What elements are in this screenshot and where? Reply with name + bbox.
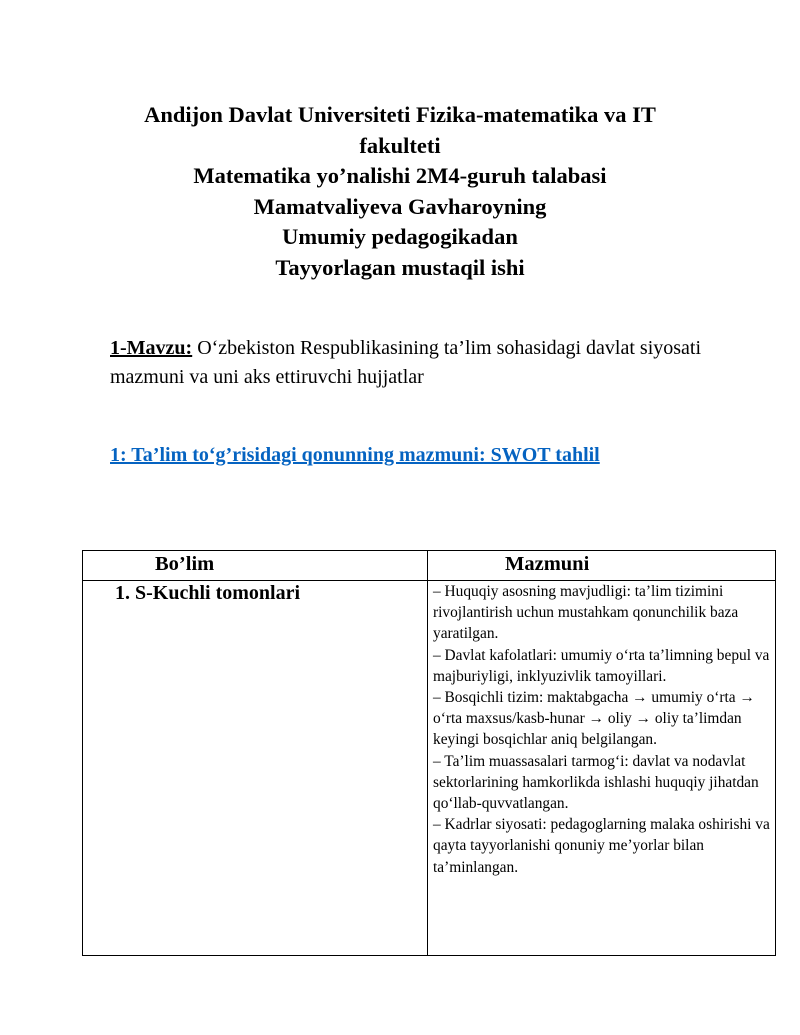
section-heading-link[interactable]: 1: Ta’lim to‘g’risidagi qonunning mazmuni: SWOT tahlil: [110, 444, 600, 466]
row-section-label: 1. S-Kuchli tomonlari: [83, 581, 428, 956]
title-line-faculty: fakulteti: [359, 132, 441, 158]
title-line-student-name: Mamatvaliyeva Gavharoyning: [253, 193, 547, 219]
topic-text: O‘zbekiston Respublikasining ta’lim sohasidagi davlat siyosati mazmuni va uni aks ettiruvchi hujjatlar: [110, 337, 702, 388]
column-header-content: Mazmuni: [428, 551, 776, 581]
title-line-subject: Umumiy pedagogikadan: [282, 224, 518, 249]
topic-label: 1-Mavzu:: [110, 337, 193, 359]
table-row: [83, 581, 776, 956]
content-paragraph: – Ta’lim muassasalari tarmog‘i: davlat va nodavlat sektorlarining hamkorlikda ishlashi huquqiy jihatdan qo‘llab-quvvatlangan.: [433, 752, 759, 813]
content-paragraph: – Huquqiy asosning mavjudligi: ta’lim tizimini rivojlantirish uchun mustahkam qonunchilik baza yaratilgan.: [433, 583, 739, 643]
title-line-work-type: Tayyorlagan mustaqil ishi: [275, 254, 525, 280]
content-paragraph: – Bosqichli tizim: maktabgacha → umumiy o‘rta → o‘rta maxsus/kasb-hunar → oliy → oliy ta’limdan keyingi bosqichlar aniq belgilangan.: [433, 689, 755, 749]
row-content-cell: [428, 581, 776, 956]
content-paragraph: – Davlat kafolatlari: umumiy o‘rta ta’limning bepul va majburiyligi, inklyuzivlik tamoyillari.: [433, 646, 770, 685]
title-line-student-group: Matematika yo’nalishi 2M4-guruh talabasi: [193, 163, 607, 188]
swot-table: [82, 550, 776, 956]
table-header-row: [83, 551, 776, 581]
title-block: [100, 100, 700, 283]
title-line-university: Andijon Davlat Universiteti Fizika-matematika va IT: [144, 102, 656, 127]
column-header-section: Bo’lim: [83, 551, 428, 581]
content-paragraph: – Kadrlar siyosati: pedagoglarning malaka oshirishi va qayta tayyorlanishi qonuniy me’yorlar bilan ta’minlangan.: [433, 816, 770, 876]
topic-paragraph: [110, 334, 750, 392]
